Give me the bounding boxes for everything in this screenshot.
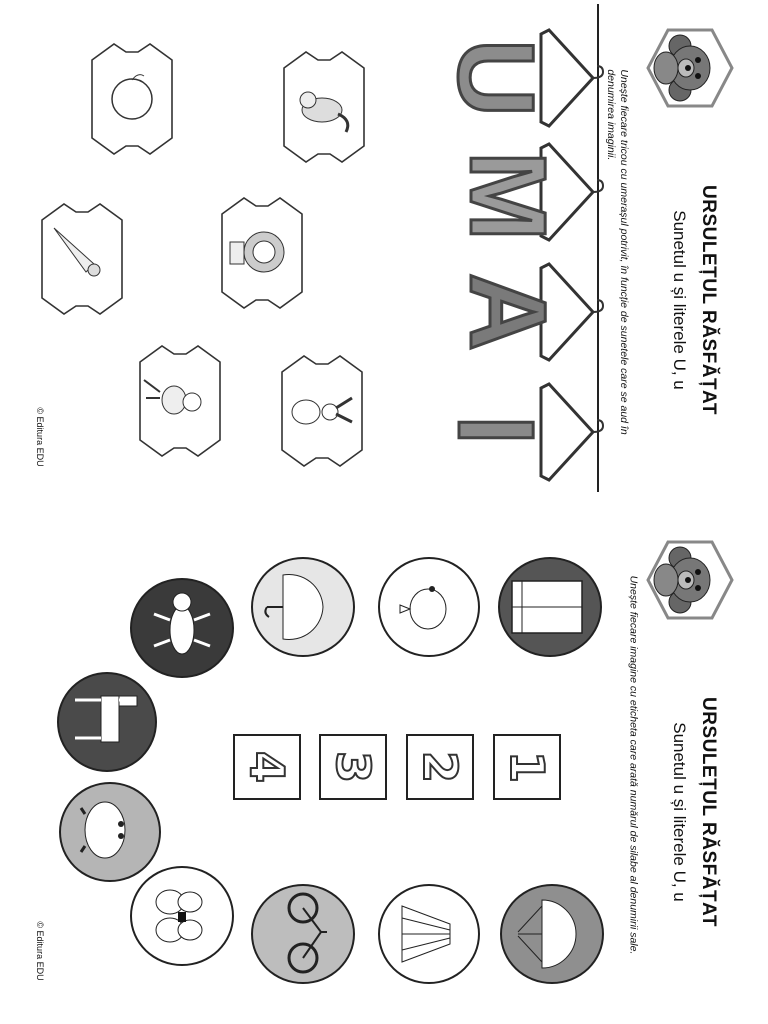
chick-icon: [380, 559, 478, 655]
picture-dog[interactable]: [130, 578, 234, 678]
tshirt-fox[interactable]: [274, 48, 374, 166]
penguin-icon: [61, 784, 159, 880]
bear-logo-icon: [646, 540, 734, 620]
umbrella-icon: [253, 559, 353, 655]
top-instruction-line2: denumirea imaginii.: [605, 69, 617, 161]
picture-chair[interactable]: [57, 672, 157, 772]
syllable-label-3[interactable]: 3: [319, 734, 387, 800]
picture-penguin[interactable]: [59, 782, 161, 882]
bottom-title: URSULEȚUL RĂSFĂȚAT: [698, 697, 719, 927]
picture-butterfly[interactable]: [130, 866, 234, 966]
picture-umbrella[interactable]: [251, 557, 355, 657]
picture-skirt[interactable]: [378, 884, 480, 984]
bicycle-icon: [253, 886, 353, 982]
top-instruction: [604, 69, 630, 434]
top-subtitle: Sunetul u și literele U, u: [670, 210, 689, 390]
bottom-subtitle: Sunetul u și literele U, u: [670, 722, 689, 902]
butterfly-icon: [132, 868, 232, 964]
bottom-credit: © Editura EDU: [35, 921, 45, 981]
top-title: URSULEȚUL RĂSFĂȚAT: [698, 185, 719, 415]
hanger-letter-m: M: [448, 151, 569, 241]
wardrobe-icon: [500, 559, 600, 655]
bear-logo-icon: [646, 28, 734, 108]
syllable-label-4[interactable]: 4: [233, 734, 301, 800]
picture-bicycle[interactable]: [251, 884, 355, 984]
hanger-letter-a: A: [448, 273, 569, 351]
picture-wardrobe[interactable]: [498, 557, 602, 657]
chair-icon: [59, 674, 155, 770]
picture-chick[interactable]: [378, 557, 480, 657]
bottom-instruction: Unește fiecare imagine cu eticheta care arată numărul de silabe al denumirii sale.: [627, 575, 640, 955]
tshirt-hare[interactable]: [272, 352, 372, 470]
syllable-label-1[interactable]: 1: [493, 734, 561, 800]
tshirt-apple[interactable]: [82, 40, 182, 158]
top-credit: © Editura EDU: [35, 407, 45, 467]
dog-icon: [132, 580, 232, 676]
parachute-icon: [502, 886, 602, 982]
syllable-label-2[interactable]: 2: [406, 734, 474, 800]
tshirt-rabbit[interactable]: [130, 342, 230, 460]
top-instruction-line1: Unește fiecare tricou cu umerașul potrivit, în funcție de sunetele care se aud în: [618, 69, 630, 435]
skirt-icon: [380, 886, 478, 982]
hanger-letter-i: I: [436, 414, 557, 446]
hanger-letter-u: U: [436, 39, 557, 117]
tshirt-lion[interactable]: [212, 194, 312, 312]
picture-parachute[interactable]: [500, 884, 604, 984]
tshirt-carrot[interactable]: [32, 200, 132, 318]
